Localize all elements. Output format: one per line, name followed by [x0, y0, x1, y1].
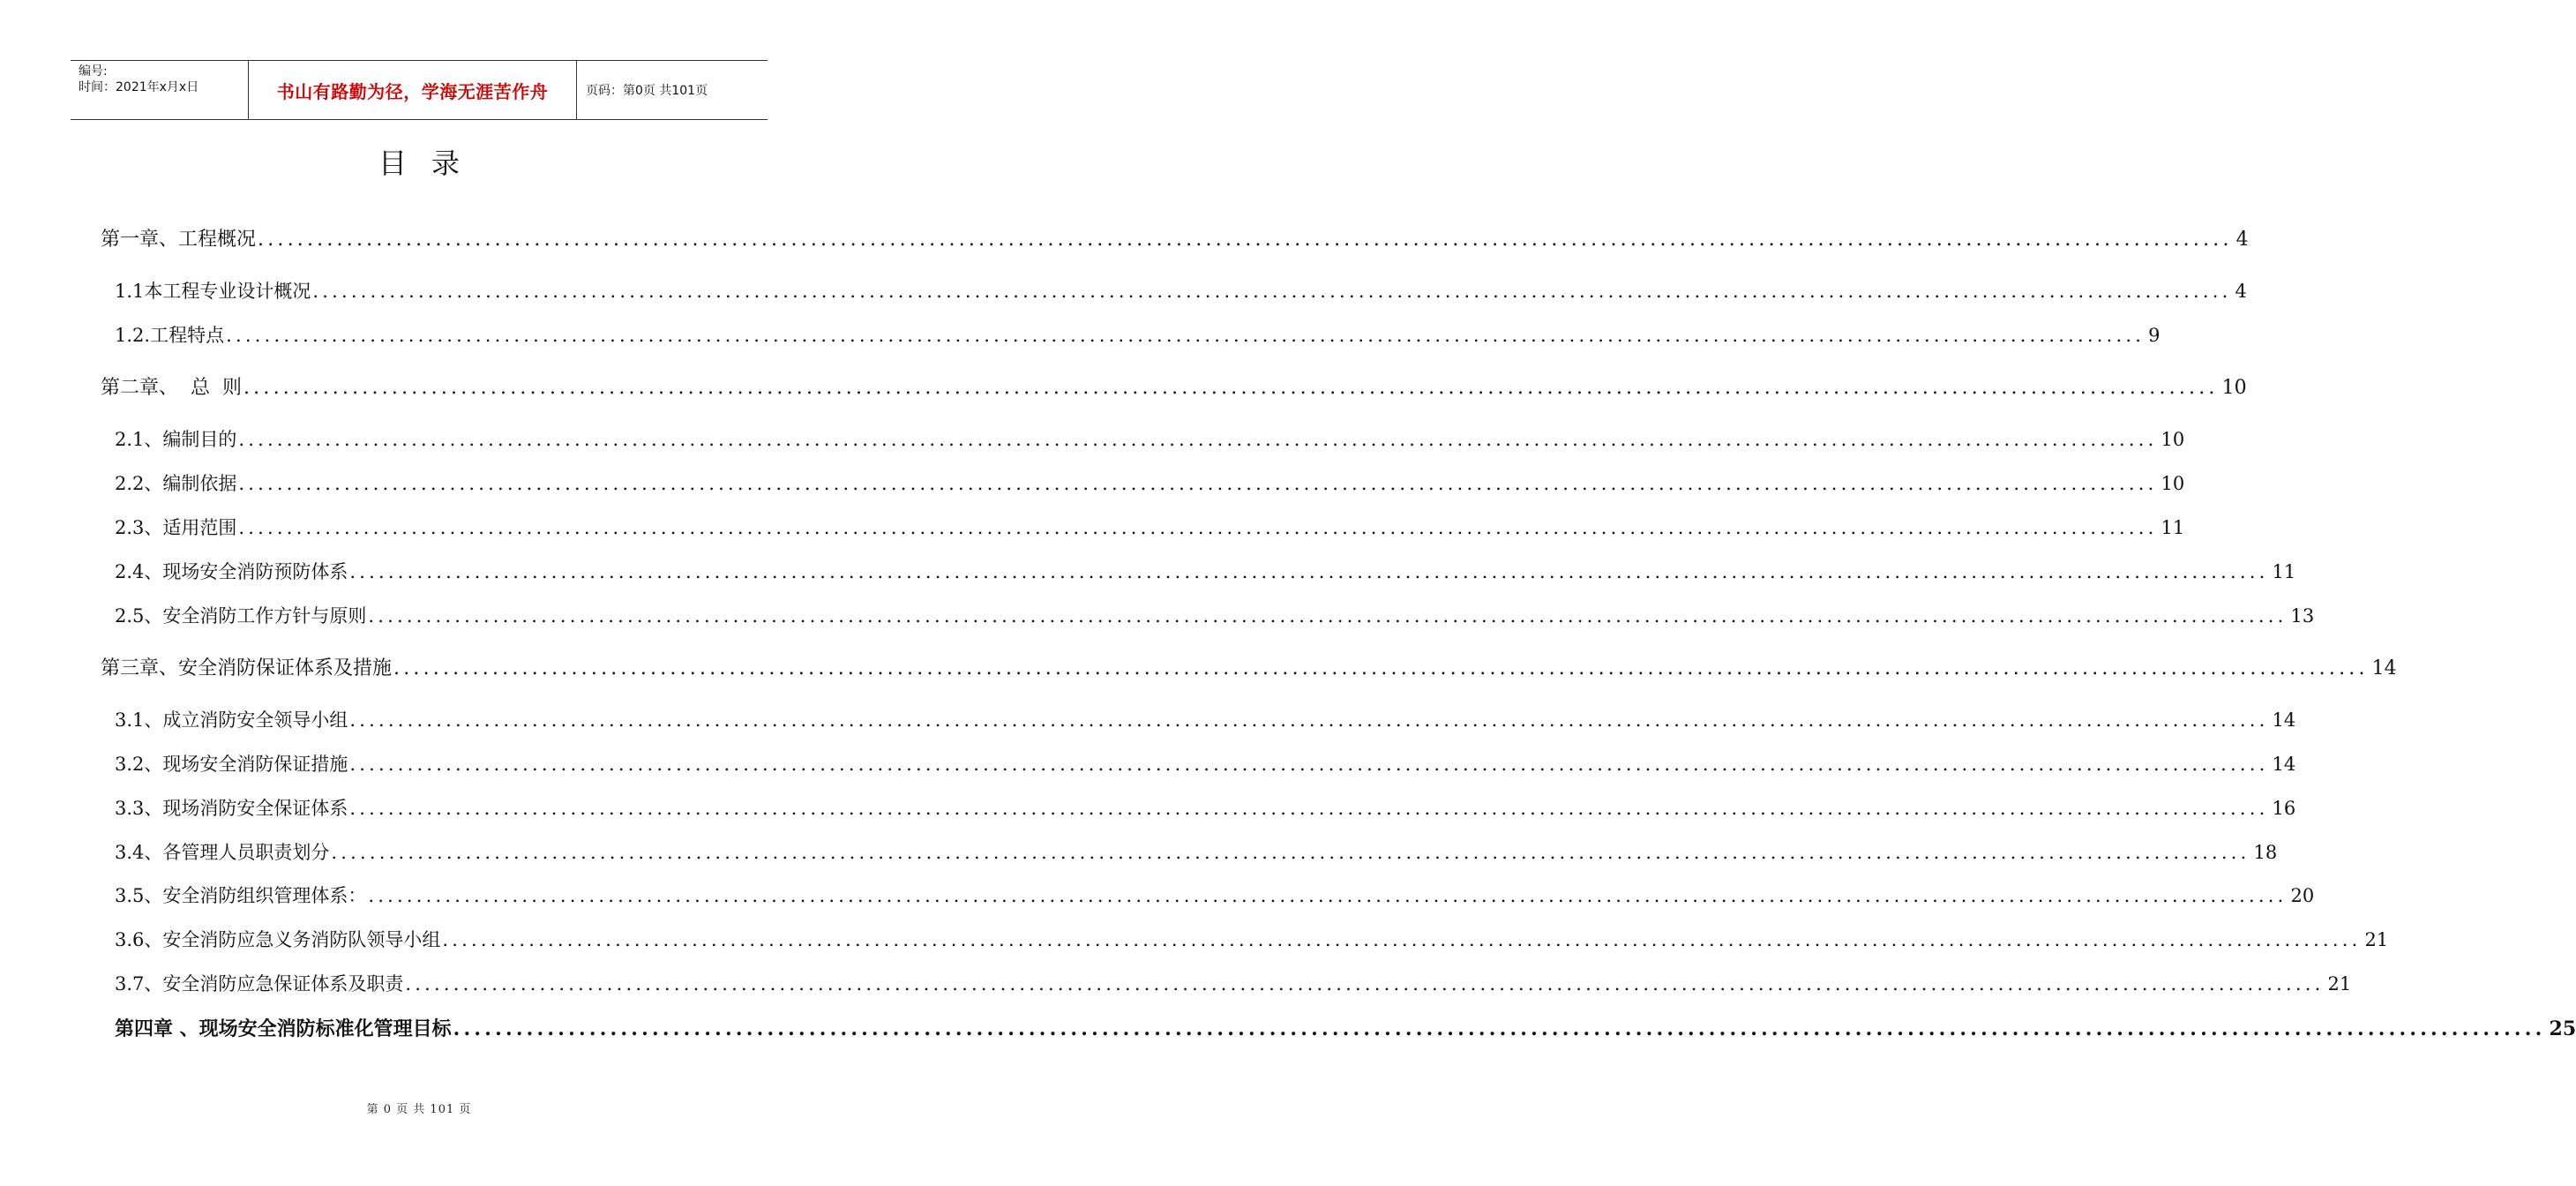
- toc-entry-label: 1.1本工程专业设计概况: [115, 281, 311, 302]
- toc-entry-page: 4: [2235, 281, 2247, 302]
- toc-entry[interactable]: [115, 882, 2315, 908]
- toc-entry-page: 14: [2272, 754, 2296, 775]
- toc-entry[interactable]: [115, 469, 2185, 496]
- header-meta: [71, 61, 249, 119]
- toc-leader-dots: ........................................................................................................................................................................................................: [243, 377, 2219, 399]
- toc-leader-dots: ........................................................................................................................................................................................................: [331, 842, 2250, 863]
- toc-entry-page: 13: [2290, 605, 2315, 627]
- toc-entry[interactable]: [115, 838, 2278, 865]
- toc-entry-page: 9: [2148, 325, 2160, 346]
- header-page-info: 页码：第0页 共101页: [586, 84, 708, 98]
- page-header: [71, 60, 768, 120]
- toc-entry-page: 4: [2235, 229, 2249, 251]
- toc-entry-label: 第三章、安全消防保证体系及措施: [101, 657, 393, 679]
- toc-leader-dots: ........................................................................................................................................................................................................: [393, 657, 2369, 679]
- toc-entry[interactable]: [115, 514, 2185, 540]
- toc-entry-label: 2.1、编制目的: [115, 429, 237, 450]
- toc-entry[interactable]: [115, 1014, 2576, 1041]
- toc-entry-page: 20: [2290, 885, 2315, 906]
- header-motto: 书山有路勤为径，学海无涯苦作舟: [249, 61, 577, 119]
- toc-entry-label: 3.7、安全消防应急保证体系及职责: [115, 973, 404, 995]
- toc-leader-dots: ........................................................................................................................................................................................................: [312, 281, 2232, 302]
- toc-entry-label: 3.3、现场消防安全保证体系: [115, 798, 348, 819]
- toc-entry-page: 16: [2272, 798, 2296, 819]
- toc-entry-label: 2.3、适用范围: [115, 517, 237, 538]
- toc-entry[interactable]: [115, 750, 2296, 777]
- toc-entry-label: 3.1、成立消防安全领导小组: [115, 709, 348, 731]
- toc-entry-label: 3.5、安全消防组织管理体系：: [115, 885, 367, 906]
- toc-entry[interactable]: [115, 926, 2389, 952]
- toc-entry-page: 10: [2221, 377, 2247, 399]
- toc-entry-label: 1.2.工程特点: [115, 325, 225, 346]
- toc-entry-page: 11: [2160, 517, 2185, 538]
- toc-entry-label: 3.4、各管理人员职责划分: [115, 842, 330, 863]
- page-footer: 第 0 页 共 101 页: [366, 1103, 472, 1116]
- toc-leader-dots: ........................................................................................................................................................................................................: [238, 429, 2158, 450]
- toc-entry-label: 第一章、工程概况: [101, 229, 257, 251]
- toc-entry-label: 第四章 、现场安全消防标准化管理目标: [115, 1017, 452, 1040]
- toc-entry-page: 14: [2272, 709, 2296, 731]
- document-number: 编号:: [79, 64, 108, 79]
- toc-entry-page: 18: [2253, 842, 2278, 863]
- toc-entry-page: 10: [2160, 473, 2185, 494]
- toc-leader-dots: ........................................................................................................................................................................................................: [368, 885, 2288, 906]
- document-date: 时间：2021年x月x日: [79, 80, 199, 94]
- toc-entry-label: 2.4、现场安全消防预防体系: [115, 561, 348, 582]
- toc-entry[interactable]: [101, 372, 2247, 400]
- toc-entry[interactable]: [115, 970, 2352, 996]
- toc-entry-page: 14: [2371, 657, 2397, 679]
- toc-leader-dots: ........................................................................................................................................................................................................: [238, 517, 2158, 538]
- toc-leader-dots: ........................................................................................................................................................................................................: [349, 709, 2269, 731]
- toc-entry-page: 10: [2160, 429, 2185, 450]
- toc-entry[interactable]: [101, 653, 2397, 680]
- toc-entry[interactable]: [115, 602, 2315, 628]
- toc-leader-dots: ........................................................................................................................................................................................................: [349, 754, 2269, 775]
- toc-leader-dots: ........................................................................................................................................................................................................: [349, 561, 2269, 582]
- toc-entry[interactable]: [101, 224, 2249, 251]
- toc-leader-dots: ........................................................................................................................................................................................................: [453, 1017, 2546, 1040]
- toc-title: 目录: [378, 146, 484, 180]
- toc-leader-dots: ........................................................................................................................................................................................................: [368, 605, 2288, 627]
- toc-leader-dots: ........................................................................................................................................................................................................: [226, 325, 2145, 346]
- toc-entry-page: 25: [2549, 1017, 2576, 1040]
- toc-entry[interactable]: [115, 321, 2160, 348]
- toc-entry[interactable]: [115, 794, 2296, 821]
- toc-entry-page: 11: [2272, 561, 2296, 582]
- toc-entry-page: 21: [2364, 929, 2389, 950]
- toc-entry-label: 3.2、现场安全消防保证措施: [115, 754, 348, 775]
- toc-entry-label: 第二章、 总 则: [101, 377, 242, 399]
- toc-leader-dots: ........................................................................................................................................................................................................: [442, 929, 2362, 950]
- toc-entry[interactable]: [115, 425, 2185, 452]
- toc-leader-dots: ........................................................................................................................................................................................................: [238, 473, 2158, 494]
- toc-entry[interactable]: [115, 277, 2247, 304]
- toc-entry[interactable]: [115, 706, 2296, 732]
- toc-entry-page: 21: [2327, 973, 2352, 995]
- toc-entry-label: 2.2、编制依据: [115, 473, 237, 494]
- toc-entry-label: 3.6、安全消防应急义务消防队领导小组: [115, 929, 441, 950]
- toc-leader-dots: ........................................................................................................................................................................................................: [258, 229, 2233, 251]
- toc-entry[interactable]: [115, 558, 2296, 584]
- toc-leader-dots: ........................................................................................................................................................................................................: [405, 973, 2325, 995]
- toc-leader-dots: ........................................................................................................................................................................................................: [349, 798, 2269, 819]
- toc-entry-label: 2.5、安全消防工作方针与原则: [115, 605, 367, 627]
